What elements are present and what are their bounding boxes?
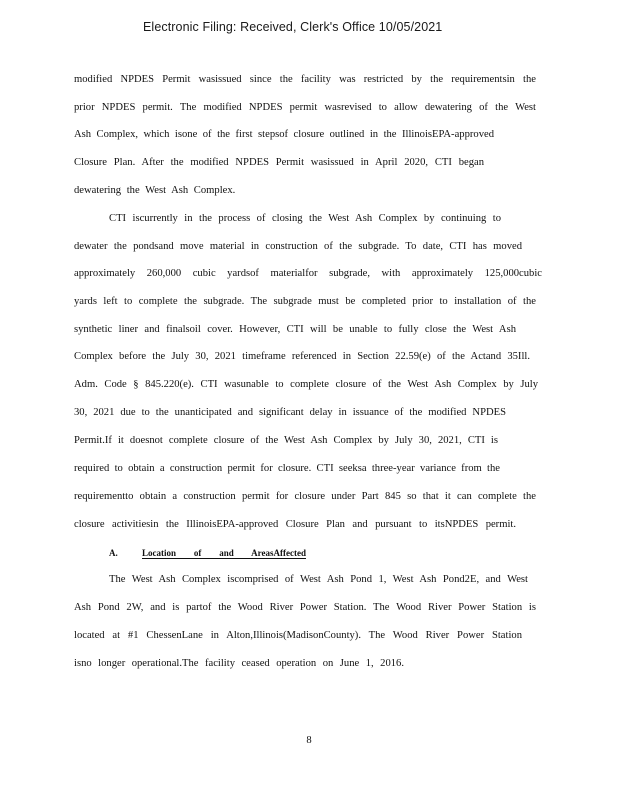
section-heading <box>109 548 306 559</box>
paragraph-2-line-3: approximately 260,000 cubic yardsof materialfor subgrade, with approximately 125,000cubic <box>74 268 542 279</box>
paragraph-1-line-3: Ash Complex, which isone of the first stepsof closure outlined in the IllinoisEPA-approved <box>74 129 494 140</box>
section-heading-letter: A. <box>109 548 118 558</box>
paragraph-2-line-7: Adm. Code § 845.220(e). CTI wasunable to complete closure of the West Ash Complex by July <box>74 379 538 390</box>
paragraph-2-line-9: Permit.If it doesnot complete closure of the West Ash Complex by July 30, 2021, CTI is <box>74 435 498 446</box>
paragraph-1-line-1: modified NPDES Permit wasissued since the facility was restricted by the requirementsin the <box>74 74 536 85</box>
paragraph-2-line-10: required to obtain a construction permit for closure. CTI seeksa three-year variance from the <box>74 463 500 474</box>
paragraph-2-line-12: closure activitiesin the IllinoisEPA-approved Closure Plan and pursuant to itsNPDES permit. <box>74 519 516 530</box>
section-heading-title: Location of and AreasAffected <box>142 548 306 558</box>
paragraph-2-line-6: Complex before the July 30, 2021 timeframe referenced in Section 22.59(e) of the Actand 35Ill. <box>74 351 530 362</box>
paragraph-3-line-1: The West Ash Complex iscomprised of West Ash Pond 1, West Ash Pond2E, and West <box>109 574 528 585</box>
paragraph-2-line-2: dewater the pondsand move material in construction of the subgrade. To date, CTI has moved <box>74 241 522 252</box>
paragraph-2-line-11: requirementto obtain a construction permit for closure under Part 845 so that it can complete the <box>74 491 536 502</box>
page-number: 8 <box>306 735 312 746</box>
paragraph-3-line-2: Ash Pond 2W, and is partof the Wood River Power Station. The Wood River Power Station is <box>74 602 536 613</box>
paragraph-3-line-4: isno longer operational.The facility ceased operation on June 1, 2016. <box>74 658 404 669</box>
paragraph-2-line-4: yards left to complete the subgrade. The subgrade must be completed prior to installation of the <box>74 296 536 307</box>
paragraph-1-line-4: Closure Plan. After the modified NPDES Permit wasissued in April 2020, CTI began <box>74 157 484 168</box>
paragraph-3-line-3: located at #1 ChessenLane in Alton,Illinois(MadisonCounty). The Wood River Power Station <box>74 630 522 641</box>
paragraph-2-line-8: 30, 2021 due to the unanticipated and significant delay in issuance of the modified NPDES <box>74 407 506 418</box>
paragraph-2-line-5: synthetic liner and finalsoil cover. However, CTI will be unable to fully close the West Ash <box>74 324 516 335</box>
paragraph-2-line-1: CTI iscurrently in the process of closing the West Ash Complex by continuing to <box>109 213 501 224</box>
paragraph-1-line-2: prior NPDES permit. The modified NPDES permit wasrevised to allow dewatering of the West <box>74 102 536 113</box>
filing-stamp-header: Electronic Filing: Received, Clerk's Office 10/05/2021 <box>143 20 443 34</box>
paragraph-1-line-5: dewatering the West Ash Complex. <box>74 185 236 196</box>
